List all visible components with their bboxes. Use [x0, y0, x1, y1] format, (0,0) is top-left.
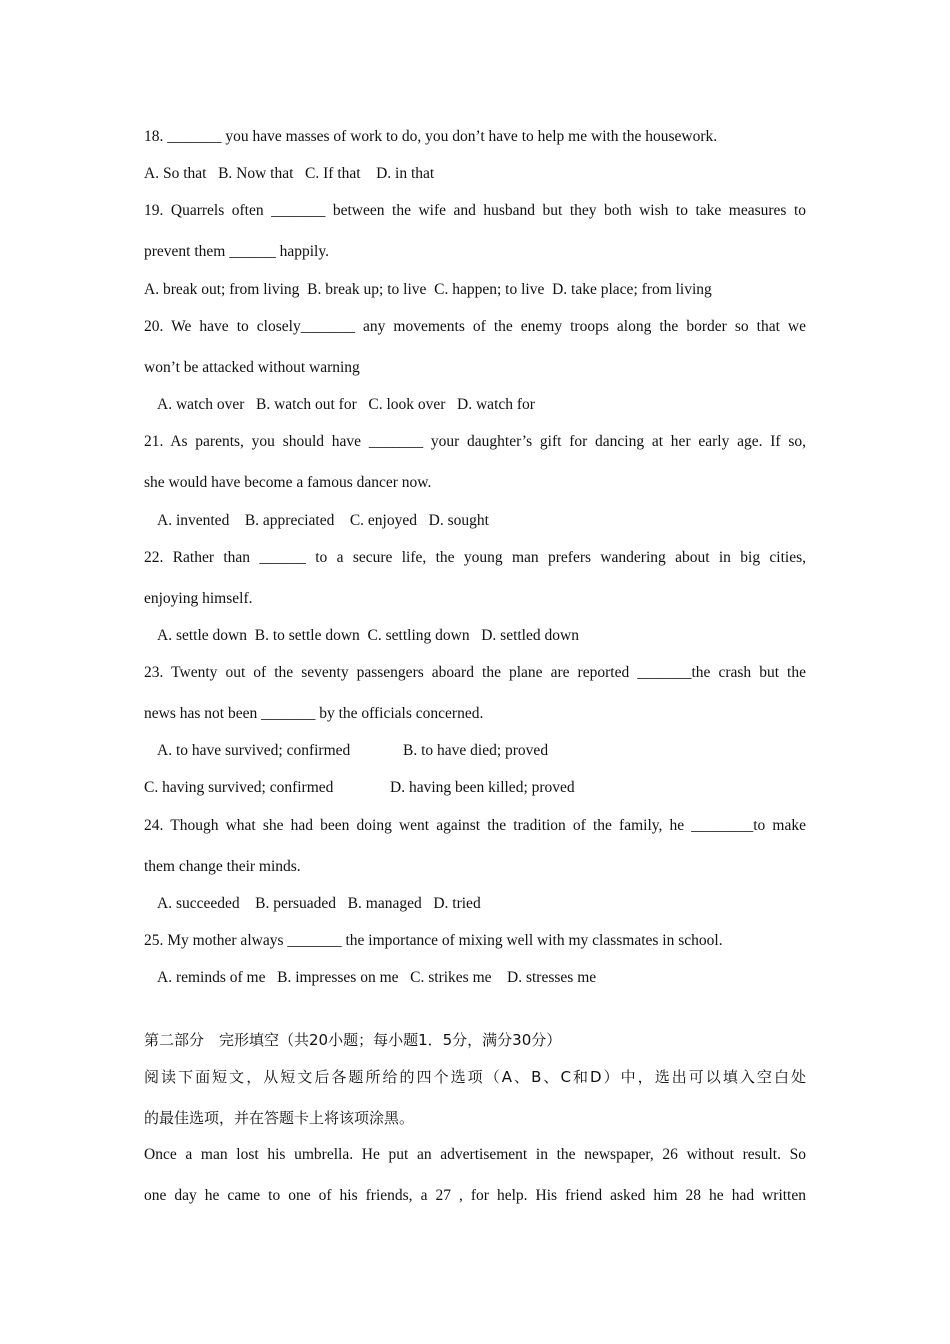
- question-23-options-row-1: [157, 741, 806, 761]
- option: D. watch for: [457, 396, 535, 413]
- option: D. having been killed; proved: [390, 779, 575, 796]
- option: C. look over: [368, 396, 446, 413]
- question-25-stem: 25. My mother always _______ the importance of mixing well with my classmates in school.: [144, 932, 723, 949]
- option: B. to settle down: [254, 627, 360, 644]
- option: D. stresses me: [507, 969, 597, 986]
- option: C. having survived; confirmed: [144, 779, 334, 796]
- question-22-stem-line-2: enjoying himself.: [144, 590, 253, 607]
- option: A. succeeded: [157, 895, 240, 912]
- option: C. settling down: [367, 627, 470, 644]
- section-heading: 第二部分 完形填空（共20小题；每小题1．5分，满分30分）: [144, 1031, 562, 1049]
- option: C. happen; to live: [434, 281, 545, 298]
- question-19-stem-line-1: 19. Quarrels often _______ between the wife and husband but they both wish to take measures to: [144, 202, 806, 219]
- option: D. sought: [428, 512, 489, 529]
- option: C. If that: [305, 165, 361, 182]
- passage-line-2: one day he came to one of his friends, a 27 , for help. His friend asked him 28 he had written: [144, 1187, 806, 1204]
- question-18-stem: 18. _______ you have masses of work to do, you don’t have to help me with the housework.: [144, 128, 718, 145]
- question-23-options-row-2: [144, 778, 806, 798]
- question-21-stem-line-1: 21. As parents, you should have _______ your daughter’s gift for dancing at her early age. If so,: [144, 433, 806, 450]
- question-23-stem-line-1: 23. Twenty out of the seventy passengers aboard the plane are reported _______the crash but the: [144, 664, 806, 681]
- question-23-stem-line-2: news has not been _______ by the officials concerned.: [144, 705, 484, 722]
- option: B. break up; to live: [307, 281, 427, 298]
- question-22-stem-line-1: 22. Rather than ______ to a secure life, the young man prefers wandering about in big cities,: [144, 549, 806, 566]
- option: D. in that: [376, 165, 435, 182]
- question-21-stem-line-2: she would have become a famous dancer now.: [144, 474, 432, 491]
- question-22-options: [157, 626, 806, 646]
- option: B. watch out for: [256, 396, 357, 413]
- option: B. Now that: [218, 165, 294, 182]
- option: A. reminds of me: [157, 969, 266, 986]
- option: A. settle down: [157, 627, 247, 644]
- option: B. appreciated: [244, 512, 335, 529]
- option: A. to have survived; confirmed: [157, 742, 351, 759]
- option: C. strikes me: [410, 969, 492, 986]
- question-20-stem-line-1: 20. We have to closely_______ any movements of the enemy troops along the border so that we: [144, 318, 806, 335]
- instructions-line-2: 的最佳选项，并在答题卡上将该项涂黑。: [144, 1109, 415, 1127]
- passage-line-1: Once a man lost his umbrella. He put an advertisement in the newspaper, 26 without result. So: [144, 1146, 806, 1163]
- option: B. managed: [347, 895, 422, 912]
- question-19-stem-line-2: prevent them ______ happily.: [144, 243, 329, 260]
- question-20-options: [157, 395, 806, 415]
- option: B. to have died; proved: [403, 742, 549, 759]
- question-24-stem-line-1: 24. Though what she had been doing went against the tradition of the family, he ________to make: [144, 817, 806, 834]
- option: A. So that: [144, 165, 207, 182]
- option: C. enjoyed: [349, 512, 417, 529]
- question-24-stem-line-2: them change their minds.: [144, 858, 301, 875]
- option: D. take place; from living: [552, 281, 712, 298]
- option: B. persuaded: [255, 895, 337, 912]
- question-24-options: [157, 894, 806, 914]
- option: D. tried: [433, 895, 481, 912]
- question-19-options: [144, 280, 806, 300]
- instructions-line-1: 阅读下面短文，从短文后各题所给的四个选项（A、B、C和D）中，选出可以填入空白处: [144, 1068, 806, 1086]
- option: A. watch over: [157, 396, 245, 413]
- option: A. break out; from living: [144, 281, 300, 298]
- option: B. impresses on me: [277, 969, 399, 986]
- question-18-options: [144, 164, 806, 184]
- option: A. invented: [157, 512, 230, 529]
- question-20-stem-line-2: won’t be attacked without warning: [144, 359, 360, 376]
- option: D. settled down: [481, 627, 579, 644]
- question-25-options: [157, 968, 806, 988]
- question-21-options: [157, 511, 806, 531]
